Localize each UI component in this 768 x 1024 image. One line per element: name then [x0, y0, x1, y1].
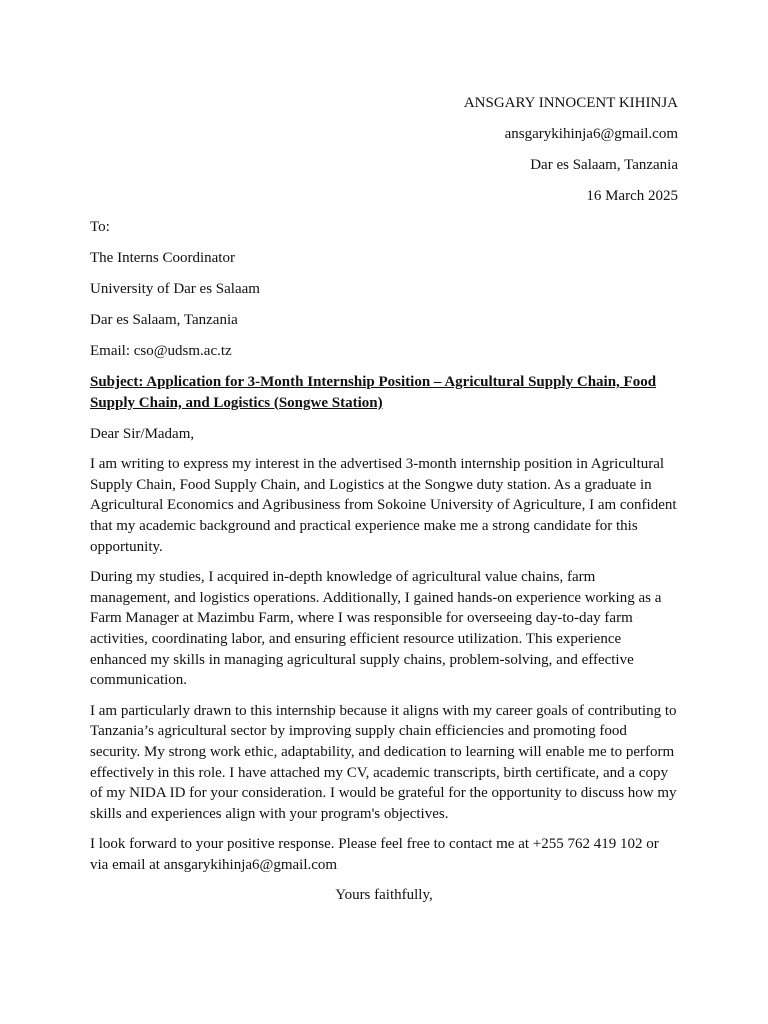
recipient-organization: University of Dar es Salaam: [90, 281, 260, 297]
recipient-to-label: To:: [90, 219, 110, 235]
sender-email: ansgarykihinja6@gmail.com: [504, 126, 678, 142]
closing-line: Yours faithfully,: [335, 887, 433, 904]
sender-location: Dar es Salaam, Tanzania: [530, 157, 678, 173]
letter-page: [90, 93, 678, 906]
recipient-location: Dar es Salaam, Tanzania: [90, 312, 238, 328]
recipient-block: [90, 217, 678, 362]
sender-block: [90, 93, 678, 207]
body-paragraph-1: I am writing to express my interest in the advertised 3-month internship position in Agricultural Supply Chain, Food Supply Chain, and Logistics at the Songwe duty station. As a graduate in Agricultural Economics and Agribusiness from Sokoine University of Agriculture, I am confident that my academic background and practical experience make me a strong candidate for this opportunity.: [90, 455, 677, 555]
letter-date: 16 March 2025: [586, 188, 678, 204]
body-paragraph-3: I am particularly drawn to this internship because it aligns with my career goals of contributing to Tanzania’s agricultural sector by improving supply chain efficiencies and promoting food security. My strong work ethic, adaptability, and dedication to learning will enable me to perform effectively in this role. I have attached my CV, academic transcripts, birth certificate, and a copy of my NIDA ID for your consideration. I would be grateful for the opportunity to discuss how my skills and experiences align with your program's objectives.: [90, 702, 677, 823]
subject-line: Subject: Application for 3-Month Internship Position – Agricultural Supply Chain, Food Supply Chain, and Logistics (Songwe Station): [90, 374, 657, 411]
body-paragraph-2: During my studies, I acquired in-depth knowledge of agricultural value chains, farm management, and logistics operations. Additionally, I gained hands-on experience working as a Farm Manager at Mazimbu Farm, where I was responsible for overseeing day-to-day farm activities, coordinating labor, and ensuring efficient resource utilization. This experience enhanced my skills in managing agricultural supply chains, problem-solving, and effective communication.: [90, 568, 662, 689]
recipient-email: Email: cso@udsm.ac.tz: [90, 343, 232, 359]
sender-name: ANSGARY INNOCENT KIHINJA: [463, 95, 678, 111]
salutation: Dear Sir/Madam,: [90, 425, 195, 442]
recipient-title: The Interns Coordinator: [90, 250, 235, 266]
letter-body: [90, 424, 678, 876]
body-paragraph-4: I look forward to your positive response. Please feel free to contact me at +255 762 419 102 or via email at ansgarykihinja6@gmail.com: [90, 836, 659, 874]
